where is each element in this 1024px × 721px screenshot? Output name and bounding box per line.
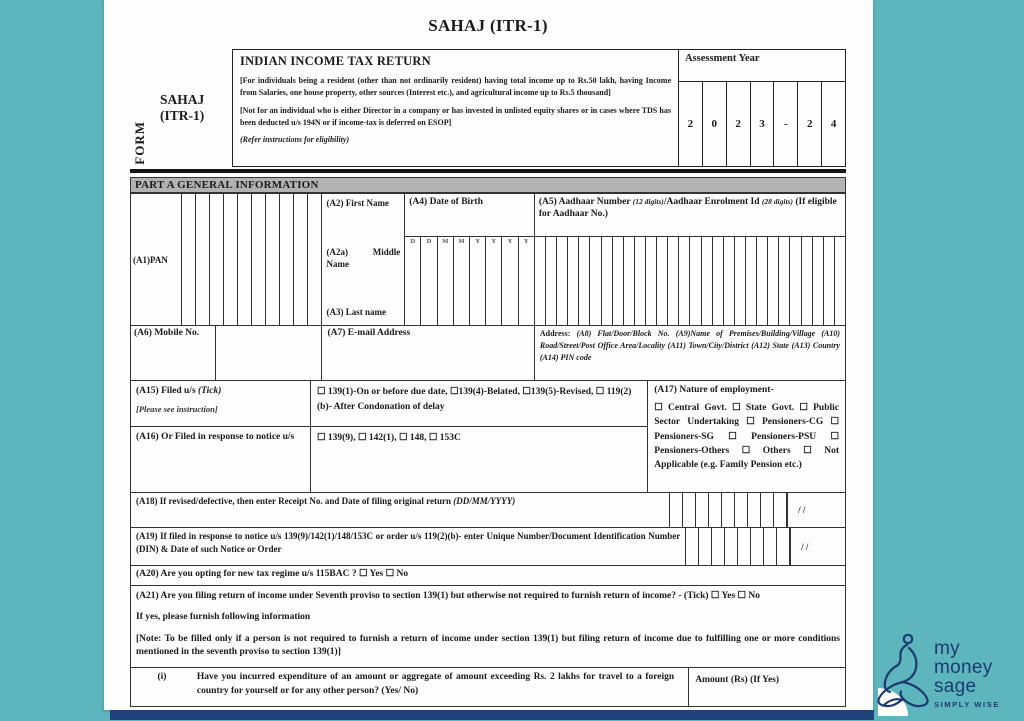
pan-box xyxy=(279,194,293,325)
mobile-label: (A6) Mobile No. xyxy=(131,326,216,380)
dob-box: M xyxy=(454,237,470,325)
name-labels xyxy=(322,194,405,325)
receipt-box xyxy=(774,493,786,527)
brand-line: money xyxy=(934,657,993,678)
aadhaar-box xyxy=(724,237,735,325)
dob-box: M xyxy=(438,237,454,325)
assessment-year-digit: 4 xyxy=(830,118,837,130)
din-box xyxy=(725,528,738,565)
mobile-value-box xyxy=(216,326,323,380)
aadhaar-box xyxy=(557,237,568,325)
aadhaar-box xyxy=(590,237,601,325)
seventh-proviso-question: (A21) Are you filing return of income under Seventh proviso to section 139(1) but otherwise not required to furnish return of income? - (Tick) ☐ Yes ☐ No xyxy=(136,591,761,601)
dob-box: D xyxy=(421,237,437,325)
din-box xyxy=(764,528,777,565)
part-a-section-header: PART A GENERAL INFORMATION xyxy=(130,177,846,193)
din-box xyxy=(699,528,712,565)
aadhaar-box xyxy=(624,237,635,325)
table-row xyxy=(131,586,845,668)
revised-return-text: (A18) If revised/defective, then enter Receipt No. and Date of filing original return xyxy=(136,496,454,506)
receipt-box xyxy=(748,493,761,527)
brand-line: my xyxy=(934,638,960,659)
aadhaar-box xyxy=(779,237,790,325)
page-title: SAHAJ (ITR-1) xyxy=(428,16,548,35)
dob-box: Y xyxy=(470,237,486,325)
middle-name-label: (A2a) Middle Name xyxy=(326,246,401,269)
din-cell: (A19) If filed in response to notice u/s 139(9)/142(1)/148/153C or order u/s 119(2)(b)- enter Unique Number/Document Identification Number (DIN) & Date of such Notice or Order xyxy=(131,528,686,565)
eligibility-note: [For individuals being a resident (other than not ordinarily resident) having total income up to Rs.50 lakh, having Income from Salaries, one house property, other sources (Interest etc.), and agricultural income up to Rs.5 thousand] xyxy=(240,76,671,97)
nature-of-employment-label: (A17) Nature of employment- xyxy=(654,385,774,395)
filed-us-label-cell xyxy=(131,381,311,426)
receipt-number-boxes xyxy=(670,493,787,527)
form-header xyxy=(130,49,846,167)
notice-label: (A16) Or Filed in response to notice u/s xyxy=(136,432,295,442)
amount-if-yes-label: Amount (Rs) (If Yes) xyxy=(688,668,845,706)
aadhaar-label-suffix: (If eligible for Aadhaar No.) xyxy=(538,197,837,220)
dob-box: D xyxy=(405,237,421,325)
filed-us-options: ☐ 139(1)-On or before due date, ☐139(4)-Belated, ☐139(5)-Revised, ☐ 119(2)(b)- After Condonation of delay xyxy=(317,387,632,412)
aadhaar-box xyxy=(713,237,724,325)
pan-box xyxy=(307,194,321,325)
revised-return-date-format: (DD/MM/YYYY) xyxy=(453,496,516,506)
seventh-proviso-note: [Note: To be filled only if a person is not required to furnish a return of income under section 139(1) but filing return of income due to fulfilling one or more conditions mentioned in the seventh proviso to section 139(1)] xyxy=(136,633,840,657)
address-subfields: (A8) Flat/Door/Block No. (A9)Name of Premises/Building/Village (A10) Road/Street/Post Office Area/Locality (A11) Town/City/District (A12) State (A13) Country (A14) PIN code xyxy=(539,329,840,362)
aadhaar-box xyxy=(746,237,757,325)
din-box xyxy=(777,528,789,565)
aadhaar-box xyxy=(568,237,579,325)
address-label: Address: xyxy=(539,329,571,338)
table-row xyxy=(131,427,647,492)
table-row xyxy=(131,326,845,381)
first-name-label: (A2) First Name xyxy=(326,198,389,208)
meditating-person-icon xyxy=(872,632,934,716)
aadhaar-box xyxy=(579,237,590,325)
receipt-box xyxy=(670,493,683,527)
assessment-year-digit: 3 xyxy=(751,82,775,166)
bottom-navy-bar xyxy=(110,710,874,720)
pan-box xyxy=(251,194,265,325)
new-tax-regime-question: (A20) Are you opting for new tax regime u/s 115BAC ? ☐ Yes ☐ No xyxy=(136,569,409,579)
aadhaar-box xyxy=(635,237,646,325)
aadhaar-box xyxy=(613,237,624,325)
nature-of-employment-cell xyxy=(648,381,845,492)
aadhaar-box xyxy=(690,237,701,325)
revised-return-cell xyxy=(131,493,670,527)
filed-us-label: (A15) Filed u/s xyxy=(136,386,199,396)
din-box xyxy=(751,528,764,565)
document-page xyxy=(104,0,873,710)
form-vertical-label: FORM xyxy=(132,121,147,165)
din-box xyxy=(712,528,725,565)
table-row xyxy=(131,493,845,528)
pan-box xyxy=(265,194,279,325)
assessment-year-cells xyxy=(679,81,845,166)
receipt-box xyxy=(709,493,722,527)
aadhaar-label-main: (A5) Aadhaar Number xyxy=(538,197,633,207)
assessment-year-digit: 2 xyxy=(679,82,703,166)
assessment-year-digit: 2 xyxy=(798,82,822,166)
aadhaar-box xyxy=(668,237,679,325)
din-box xyxy=(686,528,699,565)
if-yes-text: If yes, please furnish following information xyxy=(136,612,311,623)
receipt-box xyxy=(761,493,774,527)
header-divider xyxy=(130,169,846,173)
receipt-box xyxy=(735,493,748,527)
aadhaar-character-boxes xyxy=(535,236,845,325)
filing-date-cell: / / xyxy=(787,493,845,527)
date-of-birth-label: (A4) Date of Birth xyxy=(409,197,483,207)
aadhaar-label-digits28: (28 digits) xyxy=(761,197,793,206)
itr1-form xyxy=(130,8,846,707)
notice-date-cell: / / xyxy=(790,528,845,565)
pan-box xyxy=(223,194,237,325)
seventh-proviso-cell xyxy=(131,586,845,667)
assessment-year-label: Assessment Year xyxy=(685,53,760,64)
pan-box xyxy=(209,194,223,325)
pan-field xyxy=(131,194,322,325)
mymoneysage-logo[interactable] xyxy=(872,630,1022,718)
aadhaar-box xyxy=(790,237,801,325)
aadhaar-box xyxy=(546,237,557,325)
logo-text xyxy=(934,639,1000,709)
aadhaar-box xyxy=(824,237,835,325)
aadhaar-box xyxy=(735,237,746,325)
assessment-year-digit: 0 xyxy=(703,82,727,166)
filed-us-note: [Please see instruction] xyxy=(136,404,218,415)
aadhaar-label-mid: /Aadhaar Enrolment Id xyxy=(663,197,762,207)
pan-label: (A1)PAN xyxy=(133,254,168,265)
aadhaar-box xyxy=(813,237,824,325)
pan-character-boxes xyxy=(181,194,321,325)
table-row xyxy=(131,566,845,586)
pan-box xyxy=(293,194,307,325)
notice-label-cell xyxy=(131,427,311,492)
date-of-birth-field xyxy=(405,194,535,325)
aadhaar-box xyxy=(657,237,668,325)
aadhaar-box xyxy=(535,237,546,325)
aadhaar-box xyxy=(679,237,690,325)
general-information-table xyxy=(130,193,846,707)
receipt-box xyxy=(722,493,735,527)
brand-line: sage xyxy=(934,676,977,697)
pan-box xyxy=(237,194,251,325)
filing-section xyxy=(131,381,845,493)
form-label-column xyxy=(130,49,160,167)
table-row xyxy=(131,381,647,427)
last-name-label: (A3) Last name xyxy=(326,307,386,318)
address-field xyxy=(535,326,845,380)
aadhaar-box xyxy=(602,237,613,325)
assessment-year-digit: - xyxy=(774,82,798,166)
foreign-travel-question: Have you incurred expenditure of an amount or aggregate of amount exceeding Rs. 2 lakhs for travel to a foreign country for yourself or for any other person? (Yes/ No) xyxy=(196,672,675,696)
return-title: INDIAN INCOME TAX RETURN xyxy=(240,54,431,68)
aadhaar-box xyxy=(646,237,657,325)
aadhaar-label xyxy=(535,194,845,236)
assessment-year-digit: 2 xyxy=(727,82,751,166)
table-row xyxy=(131,528,845,566)
aadhaar-box xyxy=(802,237,813,325)
return-description-box xyxy=(232,49,679,167)
receipt-box xyxy=(683,493,696,527)
exclusion-note: [Not for an individual who is either Director in a company or has invested in unlisted equity shares or in cases where TDS has been deducted u/s 194N or if income-tax is deferred on ESOP] xyxy=(240,106,671,127)
dob-box: Y xyxy=(486,237,502,325)
refer-instructions-note: (Refer instructions for eligibility) xyxy=(240,135,350,144)
table-row xyxy=(131,668,845,706)
notice-options: ☐ 139(9), ☐ 142(1), ☐ 148, ☐ 153C xyxy=(317,433,461,443)
aadhaar-box xyxy=(768,237,779,325)
form-name: SAHAJ (ITR-1) xyxy=(160,91,205,123)
date-of-birth-boxes xyxy=(405,236,534,325)
din-number-boxes xyxy=(686,528,790,565)
receipt-box xyxy=(696,493,709,527)
aadhaar-box xyxy=(702,237,713,325)
pan-box xyxy=(195,194,209,325)
nature-of-employment-options: ☐ Central Govt. ☐ State Govt. ☐ Public Sector Undertaking ☐ Pensioners-CG ☐ Pensioners-SG ☐ Pensioners-PSU ☐ Pensioners-Others ☐ Others ☐ Not Applicable (e.g. Family Pension etc.) xyxy=(654,403,839,470)
aadhaar-label-digits12: (12 digits) xyxy=(632,197,664,206)
row-i-number: (i) xyxy=(157,672,167,682)
aadhaar-field xyxy=(535,194,845,325)
filed-us-tick: (Tick) xyxy=(198,386,222,396)
aadhaar-box xyxy=(757,237,768,325)
assessment-year-box xyxy=(679,49,846,167)
logo-tagline: SIMPLY WISE xyxy=(934,700,1000,709)
dob-box: Y xyxy=(502,237,518,325)
pan-box xyxy=(181,194,195,325)
email-label: (A7) E-mail Address xyxy=(322,326,534,380)
dob-box: Y xyxy=(523,238,529,245)
aadhaar-box xyxy=(835,237,845,325)
din-box xyxy=(738,528,751,565)
filing-rows xyxy=(131,381,648,492)
table-row xyxy=(131,194,845,326)
